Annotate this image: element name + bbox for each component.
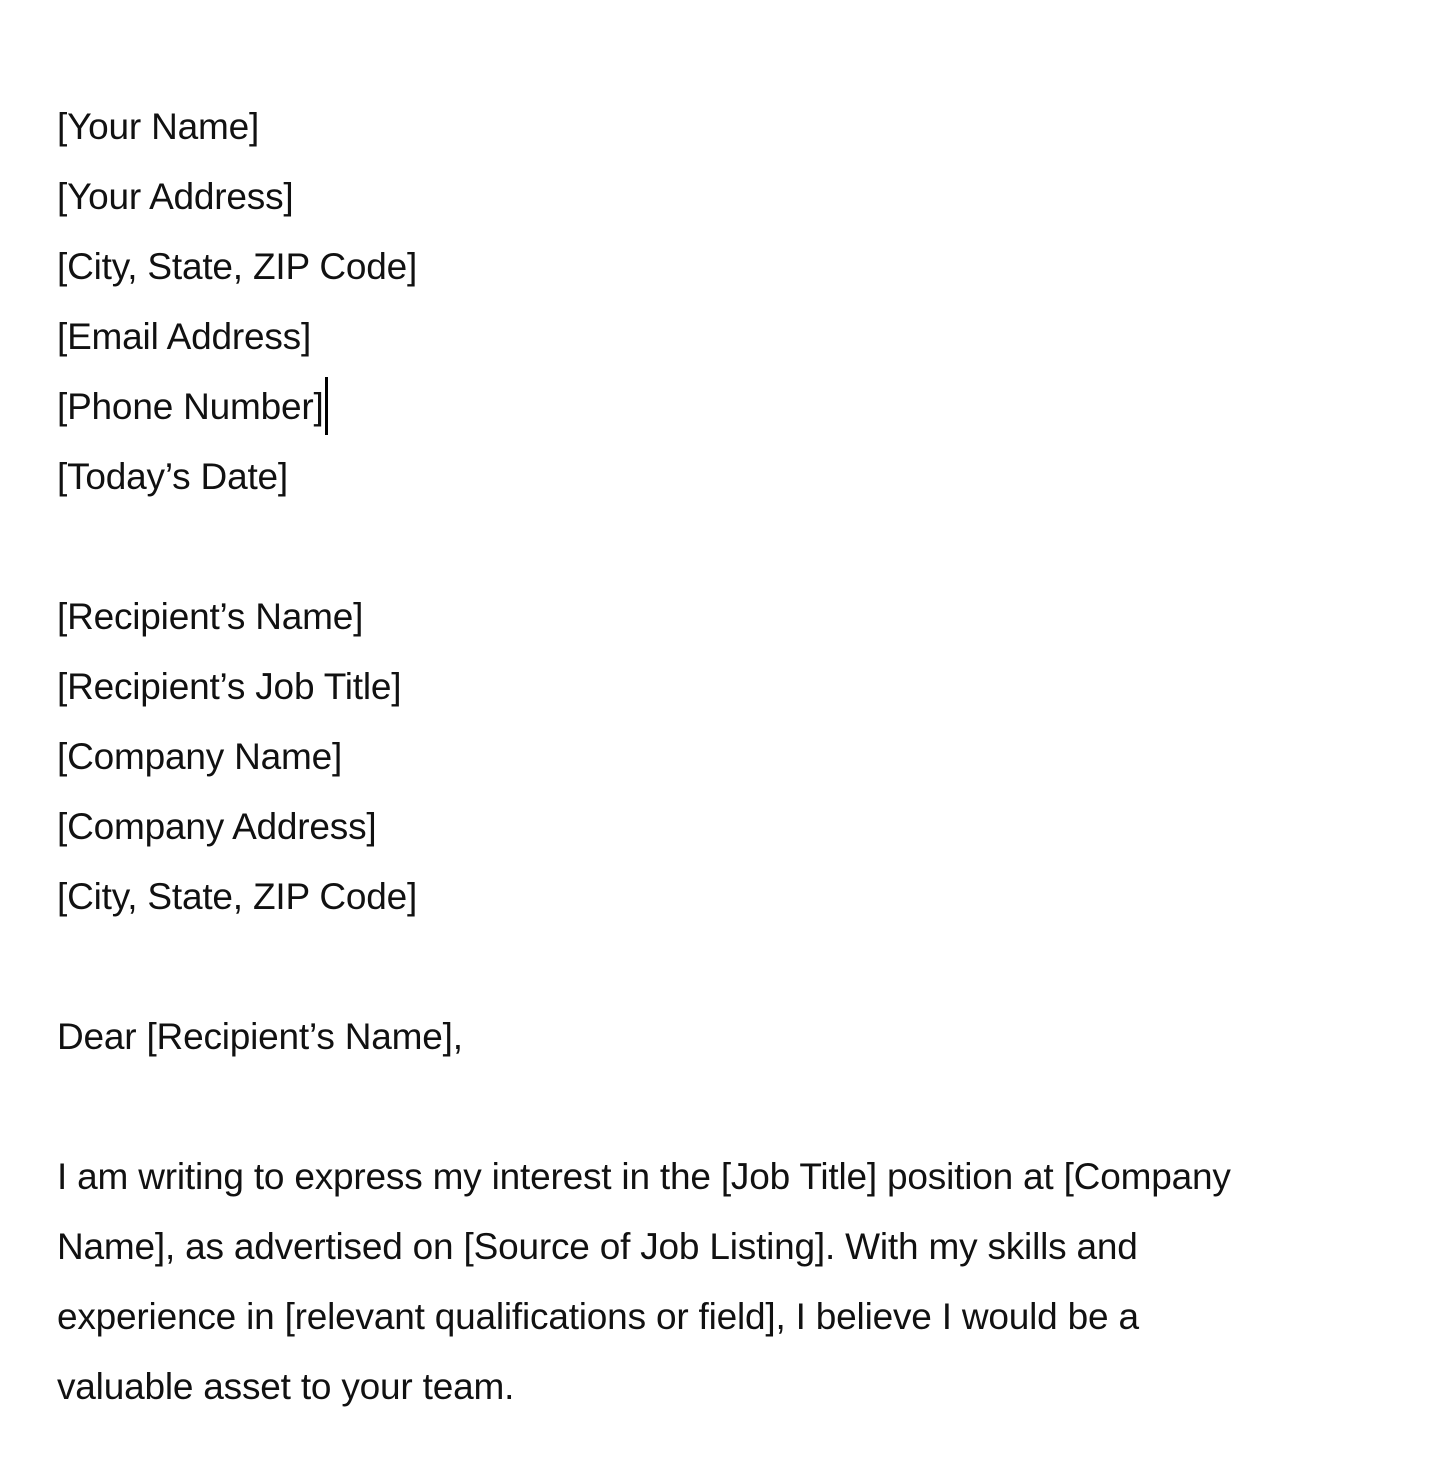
letter-date: [Today’s Date] — [57, 456, 288, 497]
recipient-city-state-zip: [City, State, ZIP Code] — [57, 876, 418, 917]
document-body[interactable] — [57, 92, 1377, 1422]
recipient-company: [Company Name] — [57, 736, 343, 777]
sender-phone: [Phone Number] — [57, 386, 324, 427]
sender-phone-line — [57, 372, 1377, 442]
sender-email: [Email Address] — [57, 316, 312, 357]
recipient-company-address: [Company Address] — [57, 806, 377, 847]
blank-line — [57, 932, 1377, 1002]
recipient-name: [Recipient’s Name] — [57, 596, 364, 637]
sender-address: [Your Address] — [57, 176, 294, 217]
body-paragraph-line-3: experience in [relevant qualifications or field], I believe I would be a — [57, 1296, 1139, 1337]
salutation: Dear [Recipient’s Name], — [57, 1016, 463, 1057]
recipient-job-title: [Recipient’s Job Title] — [57, 666, 402, 707]
body-paragraph-line-2: Name], as advertised on [Source of Job Listing]. With my skills and — [57, 1226, 1138, 1267]
sender-city-state-zip: [City, State, ZIP Code] — [57, 246, 418, 287]
text-cursor — [325, 377, 328, 435]
blank-line — [57, 1072, 1377, 1142]
body-paragraph-line-1: I am writing to express my interest in the [Job Title] position at [Company — [57, 1156, 1231, 1197]
blank-line — [57, 512, 1377, 582]
body-paragraph-line-4: valuable asset to your team. — [57, 1366, 515, 1407]
sender-name: [Your Name] — [57, 106, 260, 147]
